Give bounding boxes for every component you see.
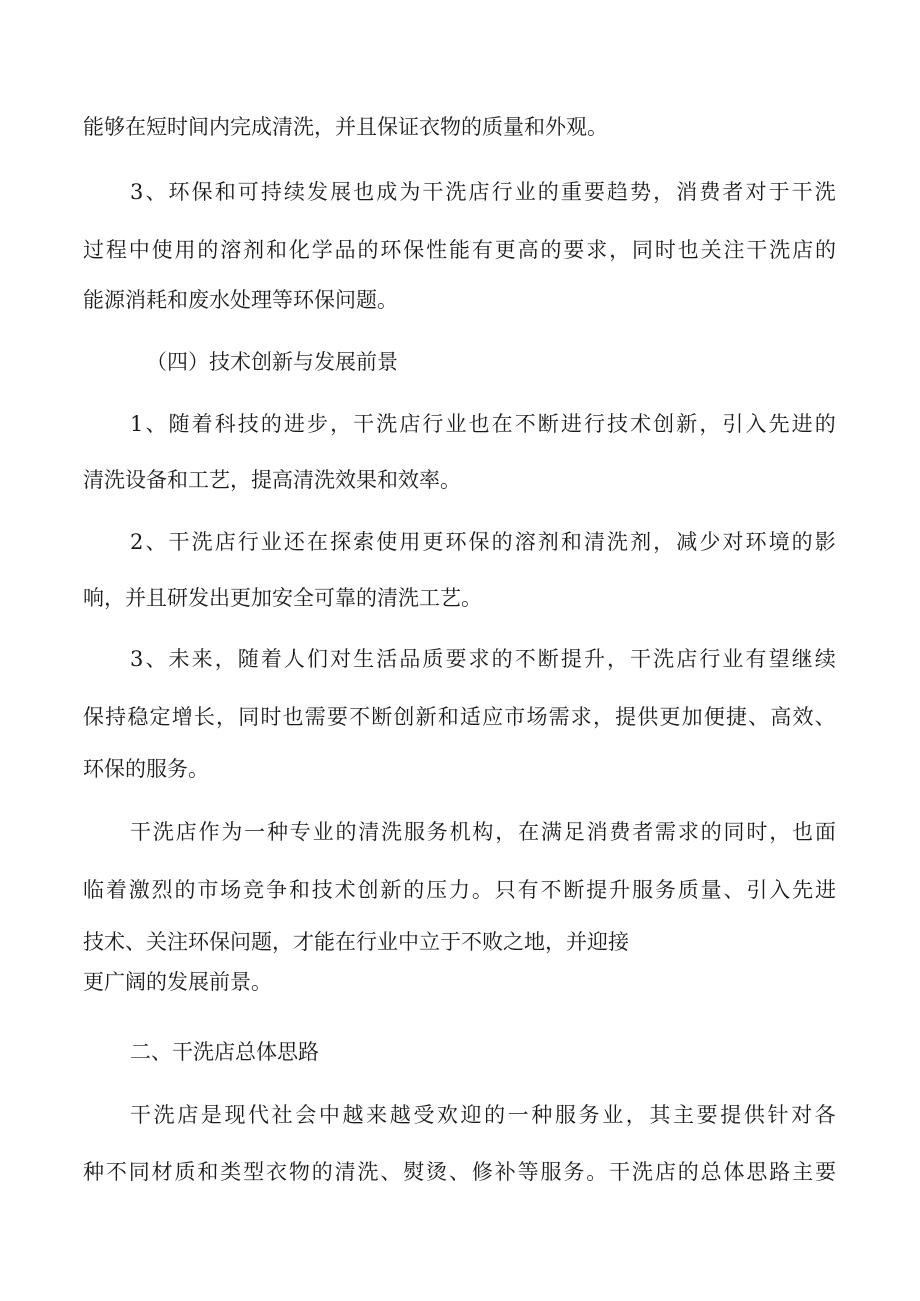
section-heading: （四）技术创新与发展前景 [146,350,398,374]
paragraph-line: 保 持 稳 定 增 长 ， 同 时 也 需 要 不 断 创 新 和 适 应 市 场 需 求 ， 提 供 更 加 便 捷 、 高 效 、 [83,705,836,729]
paragraph-line: 更广阔的发展前景。 [83,970,272,994]
section-heading: 二、干洗店总体思路 [130,1040,319,1064]
paragraph-line: 响，并且研发出更加安全可靠的清洗工艺。 [83,586,482,610]
paragraph-line: 环保的服务。 [83,757,209,781]
paragraph-line: 干 洗 店 是 现 代 社 会 中 越 来 越 受 欢 迎 的 一 种 服 务 业 ， 其 主 要 提 供 针 对 各 [130,1103,836,1127]
paragraph-line: 过 程 中 使 用 的 溶 剂 和 化 学 品 的 环 保 性 能 有 更 高 的 要 求 ， 同 时 也 关 注 干 洗 店 的 [83,238,836,262]
paragraph-line: 清洗设备和工艺，提高清洗效果和效率。 [83,468,461,492]
paragraph-line: 临 着 激 烈 的 市 场 竞 争 和 技 术 创 新 的 压 力 。 只 有 不 断 提 升 服 务 质 量 、 引 入 先 进 [83,878,836,902]
paragraph-line: 3 、 环 保 和 可 持 续 发 展 也 成 为 干 洗 店 行 业 的 重 要 趋 势 ， 消 费 者 对 于 干 洗 [130,180,836,204]
paragraph-line: 技术、关注环保问题，才能在行业中立于不败之地，并迎接 [83,930,629,954]
paragraph-line: 能够在短时间内完成清洗，并且保证衣物的质量和外观。 [83,115,608,139]
paragraph-line: 干 洗 店 作 为 一 种 专 业 的 清 洗 服 务 机 构 ， 在 满 足 消 费 者 需 求 的 同 时 ， 也 面 [130,820,836,844]
paragraph-line: 种 不 同 材 质 和 类 型 衣 物 的 清 洗 、 熨 烫 、 修 补 等 服 务 。 干 洗 店 的 总 体 思 路 主 要 [83,1160,836,1184]
paragraph-line: 3 、 未 来 ， 随 着 人 们 对 生 活 品 质 要 求 的 不 断 提 升 ， 干 洗 店 行 业 有 望 继 续 [130,647,836,671]
paragraph-line: 2 、 干 洗 店 行 业 还 在 探 索 使 用 更 环 保 的 溶 剂 和 清 洗 剂 ， 减 少 对 环 境 的 影 [130,530,836,554]
paragraph-line: 1 、 随 着 科 技 的 进 步 ， 干 洗 店 行 业 也 在 不 断 进 行 技 术 创 新 ， 引 入 先 进 的 [130,412,836,436]
paragraph-line: 能源消耗和废水处理等环保问题。 [83,288,398,312]
